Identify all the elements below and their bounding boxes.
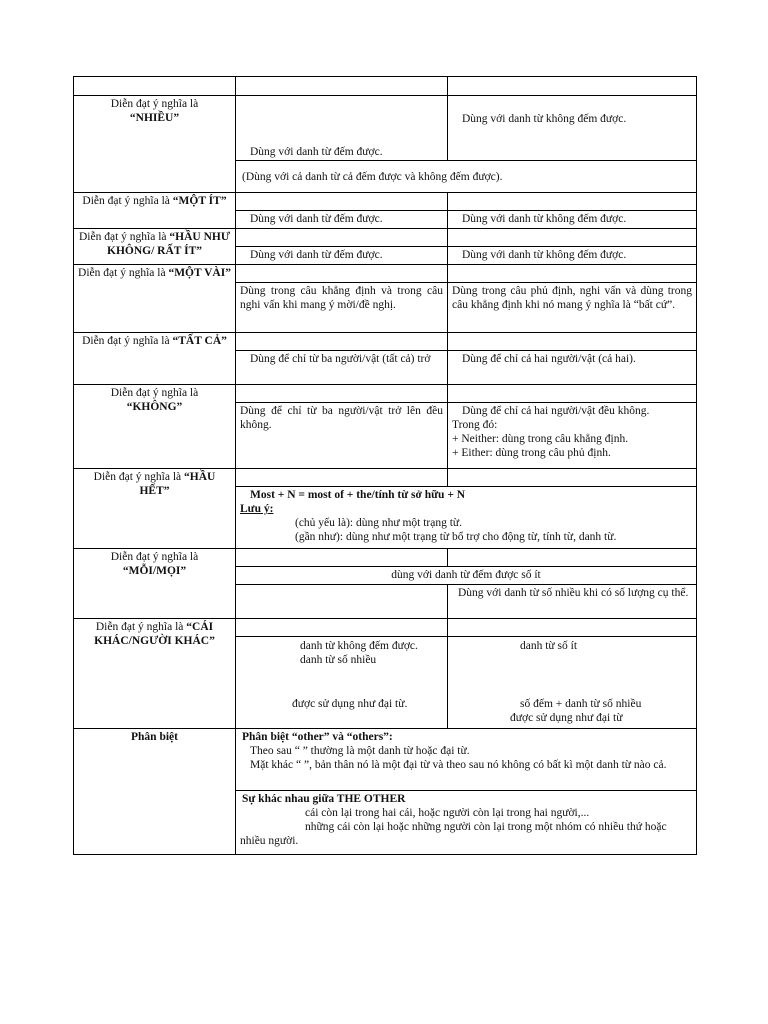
grammar-table [73,76,697,855]
explain-line: Mặt khác “ ”, bản thân nó là một đại từ và theo sau nó không có bất kì một danh từ nào cả. [250,759,667,771]
khong-right-line: Trong đó: [452,419,498,431]
other-right-cell [448,637,697,729]
spacer-cell [236,193,448,211]
affirmative-cell: Dùng trong câu khẳng định và trong câu nghi vấn khi mang ý mời/đề nghị. [236,283,448,333]
spacer-cell [236,333,448,351]
spacer-cell [236,385,448,403]
khong-right-line: + Either: dùng trong câu phủ định. [452,447,611,459]
row-spacer [74,549,697,567]
countable-cell: Dùng với danh từ đếm được. [236,96,448,161]
other-line: được sử dụng như đại từ. [292,698,408,710]
three-plus-cell: Dùng để chỉ từ ba người/vật trở lên đều không. [236,403,448,469]
spacer-cell [236,265,448,283]
other-left-cell [236,637,448,729]
row-spacer [74,265,697,283]
row-label: Diễn đạt ý nghĩa là “NHIỀU” [74,96,236,193]
two-cell: Dùng để chỉ cả hai người/vật (cả hai). [448,351,697,385]
explain-line: cái còn lại trong hai cái, hoặc người còn lại trong hai người,... [305,807,590,819]
other-line: danh từ không đếm được. [300,640,418,652]
other-line: được sử dụng như đại từ [510,712,623,724]
explain-line: Theo sau “ ” thường là một danh từ hoặc đại từ. [250,745,470,757]
explain-line: những cái còn lại hoặc những người còn lại trong một nhóm có nhiều thứ hoặc nhiều người. [240,821,667,847]
row-spacer [74,229,697,247]
row-phan-biet [74,729,697,791]
the-other-cell [236,791,697,855]
gap [240,667,443,697]
khong-right-line: Dùng để chỉ cả hai người/vật đều không. [462,405,650,417]
row-label: Diễn đạt ý nghĩa là “KHÔNG” [74,385,236,469]
spacer-cell [448,229,697,247]
row-label: Diễn đạt ý nghĩa là “HẦU HẾT” [74,469,236,549]
note-line: (chủ yếu là): dùng như một trạng từ. [295,517,463,529]
spacer-cell [448,469,697,487]
spacer-cell [236,469,448,487]
row-nhieu [74,96,697,161]
empty-cell [236,585,448,619]
khong-right-line: + Neither: dùng trong câu khẳng định. [452,433,629,445]
section-title: Phân biệt “other” và “others”: [242,731,393,743]
row-label: Diễn đạt ý nghĩa là “MỖI/MỌI” [74,549,236,619]
section-title: Sự khác nhau giữa THE OTHER [242,793,406,805]
spacer-cell [448,265,697,283]
header-cell [74,77,236,96]
header-cell [448,77,697,96]
row-label: Diễn đạt ý nghĩa là “MỘT ÍT” [74,193,236,229]
two-cell [448,403,697,469]
row-spacer [74,469,697,487]
other-others-cell [236,729,697,791]
most-formula: Most + N = most of + the/tính từ sở hữu + N [250,489,466,501]
other-line: danh từ số ít [520,640,578,652]
row-spacer [74,385,697,403]
uncountable-cell: Dùng với danh từ không đếm được. [448,96,697,161]
countable-cell: Dùng với danh từ đếm được. [236,211,448,229]
row-spacer [74,193,697,211]
most-cell [236,487,697,549]
spacer-cell [448,619,697,637]
row-label: Diễn đạt ý nghĩa là “MỘT VÀI” [74,265,236,333]
header-row [74,77,697,96]
spacer-cell [448,549,697,567]
negative-cell: Dùng trong câu phủ định, nghi vấn và dùng trong câu khẳng định khi nó mang ý nghĩa là “bất cứ”. [448,283,697,333]
header-cell [236,77,448,96]
plural-cell: Dùng với danh từ số nhiều khi có số lượng cụ thể. [448,585,697,619]
note-line: (gần như): dùng như một trạng từ bổ trợ cho động từ, tính từ, danh từ. [295,531,617,543]
three-plus-cell: Dùng để chỉ từ ba người/vật (tất cả) trở [236,351,448,385]
other-line: danh từ số nhiều [300,654,377,666]
both-cell: (Dùng với cả danh từ cả đếm được và không đếm được). [236,161,697,193]
other-line: số đếm + danh từ số nhiều [520,698,642,710]
spacer-cell [448,385,697,403]
spacer-cell [448,193,697,211]
row-label: Diễn đạt ý nghĩa là “HẦU NHƯ KHÔNG/ RẤT ÍT” [74,229,236,265]
spacer-cell [448,333,697,351]
singular-cell: dùng với danh từ đếm được số ít [236,567,697,585]
note-label: Lưu ý: [240,503,274,515]
spacer-cell [236,619,448,637]
uncountable-cell: Dùng với danh từ không đếm được. [448,211,697,229]
spacer-cell [236,229,448,247]
spacer-cell [236,549,448,567]
row-label: Diễn đạt ý nghĩa là “CÁI KHÁC/NGƯỜI KHÁC” [74,619,236,729]
uncountable-cell: Dùng với danh từ không đếm được. [448,247,697,265]
gap [452,653,692,697]
row-spacer [74,333,697,351]
row-label: Phân biệt [74,729,236,855]
countable-cell: Dùng với danh từ đếm được. [236,247,448,265]
row-spacer [74,619,697,637]
row-label: Diễn đạt ý nghĩa là “TẤT CẢ” [74,333,236,385]
